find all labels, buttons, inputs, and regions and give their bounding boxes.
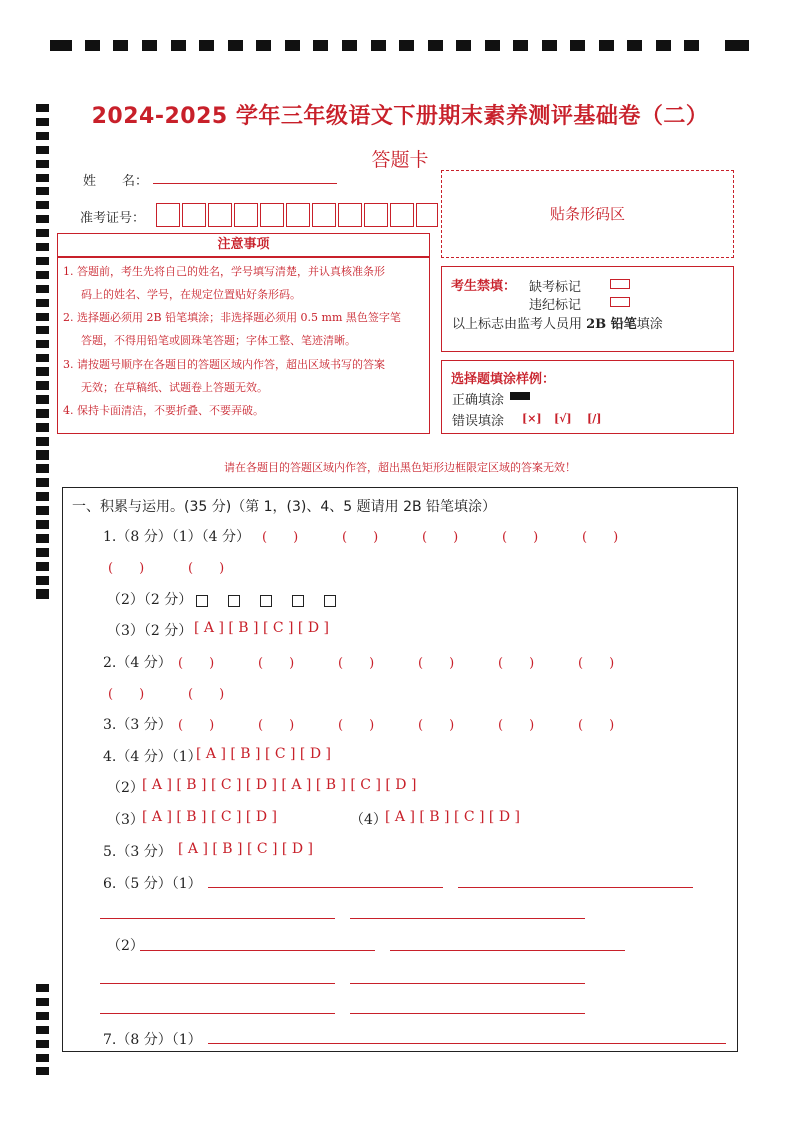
answer-line[interactable] <box>458 887 693 888</box>
timing-mark <box>599 40 614 51</box>
answer-blank[interactable]: ( ) <box>418 656 455 671</box>
wrong-mark: [√] <box>554 412 572 425</box>
answer-blank[interactable]: ( ) <box>578 718 615 733</box>
answer-blank[interactable]: ( ) <box>498 718 535 733</box>
checkbox[interactable] <box>324 595 336 607</box>
timing-mark <box>36 201 49 209</box>
exam-id-cell[interactable] <box>390 203 414 227</box>
q4-1-label: 4.（4 分）（1） <box>103 749 202 765</box>
answer-blank[interactable]: ( ) <box>188 561 225 576</box>
timing-mark <box>36 271 49 279</box>
answer-line[interactable] <box>100 918 335 919</box>
timing-mark <box>36 257 49 265</box>
answer-blank[interactable]: ( ) <box>178 718 215 733</box>
answer-line[interactable] <box>140 950 375 951</box>
answer-blank[interactable]: ( ) <box>178 656 215 671</box>
timing-mark <box>570 40 585 51</box>
answer-line[interactable] <box>100 1013 335 1014</box>
timing-mark <box>36 367 49 375</box>
answer-line[interactable] <box>350 1013 585 1014</box>
timing-mark <box>142 40 157 51</box>
timing-mark <box>36 1067 49 1075</box>
q2-label: 2.（4 分） <box>103 655 172 671</box>
timing-mark <box>656 40 671 51</box>
answer-blank[interactable]: ( ) <box>502 530 539 545</box>
q4-1-options[interactable]: [ A ] [ B ] [ C ] [ D ] <box>196 746 331 762</box>
answer-sheet-subtitle: 答题卡 <box>371 149 429 171</box>
exam-id-cell[interactable] <box>156 203 180 227</box>
timing-mark <box>36 409 49 417</box>
timing-mark <box>36 1040 49 1048</box>
notice-item: 3. 请按题号顺序在各题目的答题区域内作答，超出区域书写的答案 <box>63 358 385 371</box>
q5-options[interactable]: [ A ] [ B ] [ C ] [ D ] <box>178 841 313 857</box>
timing-mark <box>36 423 49 431</box>
q6-2-label: （2） <box>107 938 144 954</box>
timing-mark <box>36 285 49 293</box>
answer-blank[interactable]: ( ) <box>418 718 455 733</box>
timing-mark <box>684 40 699 51</box>
q4-2-options[interactable]: [ A ] [ B ] [ C ] [ D ] [ A ] [ B ] [ C ] [ D ] <box>142 777 417 793</box>
notice-item: 2. 选择题必须用 2B 铅笔填涂；非选择题必须用 0.5 mm 黑色签字笔 <box>63 311 401 324</box>
checkbox[interactable] <box>260 595 272 607</box>
forbidden-note-bold: 2B 铅笔 <box>586 317 637 332</box>
filled-mark-sample <box>510 392 530 400</box>
timing-mark <box>36 243 49 251</box>
timing-mark <box>50 40 72 51</box>
timing-mark <box>36 1026 49 1034</box>
timing-mark <box>485 40 500 51</box>
timing-mark <box>36 395 49 403</box>
notice-item: 1. 答题前，考生先将自己的姓名，学号填写清楚，并认真核准条形 <box>63 265 385 278</box>
exam-id-cell[interactable] <box>364 203 388 227</box>
timing-mark <box>36 354 49 362</box>
timing-mark <box>36 215 49 223</box>
name-label: 姓 名： <box>83 174 149 189</box>
absent-mark-label: 缺考标记 <box>529 280 582 295</box>
q4-3-label: （3） <box>107 812 144 828</box>
sample-label: 选择题填涂样例： <box>451 372 556 387</box>
timing-mark <box>36 313 49 321</box>
timing-mark <box>36 450 49 458</box>
area-warning: 请在各题目的答题区域内作答，超出黑色矩形边框限定区域的答案无效！ <box>224 461 576 474</box>
exam-id-label: 准考证号： <box>80 211 146 226</box>
q7-label: 7.（8 分）（1） <box>103 1032 202 1048</box>
timing-mark <box>228 40 243 51</box>
checkbox[interactable] <box>196 595 208 607</box>
checkbox[interactable] <box>228 595 240 607</box>
timing-mark <box>399 40 414 51</box>
forbidden-label: 考生禁填： <box>451 279 517 294</box>
timing-mark <box>725 40 749 51</box>
timing-mark <box>199 40 214 51</box>
exam-id-cell[interactable] <box>208 203 232 227</box>
violation-mark-box[interactable] <box>610 297 630 307</box>
timing-mark <box>313 40 328 51</box>
timing-mark <box>285 40 300 51</box>
timing-mark <box>36 326 49 334</box>
timing-mark <box>36 1012 49 1020</box>
answer-line[interactable] <box>350 983 585 984</box>
timing-mark <box>36 998 49 1006</box>
timing-mark <box>36 589 49 597</box>
wrong-mark: [×] <box>522 412 542 425</box>
wrong-mark: [/] <box>587 412 602 425</box>
forbidden-note-pre: 以上标志由监考人员用 <box>452 317 587 332</box>
q1-part3-label: （3）（2 分） <box>107 623 193 639</box>
answer-line[interactable] <box>208 887 443 888</box>
timing-mark <box>36 492 49 500</box>
exam-id-cell[interactable] <box>234 203 258 227</box>
q1-part1-label: 1.（8 分）（1）（4 分） <box>103 529 250 545</box>
answer-blank[interactable]: ( ) <box>422 530 459 545</box>
notice-item: 答题，不得用铅笔或圆珠笔答题；字体工整、笔迹清晰。 <box>81 334 356 347</box>
timing-mark <box>171 40 186 51</box>
name-field[interactable] <box>153 183 337 184</box>
timing-mark <box>36 506 49 514</box>
sample-wrong-label: 错误填涂 <box>452 414 505 429</box>
timing-mark <box>36 548 49 556</box>
timing-mark <box>36 340 49 348</box>
timing-mark <box>456 40 471 51</box>
answer-blank[interactable]: ( ) <box>338 718 375 733</box>
timing-mark <box>85 40 100 51</box>
timing-mark <box>36 478 49 486</box>
q1-3-options[interactable]: [ A ] [ B ] [ C ] [ D ] <box>194 620 329 636</box>
answer-line[interactable] <box>100 983 335 984</box>
exam-id-cell[interactable] <box>182 203 206 227</box>
timing-mark <box>428 40 443 51</box>
exam-id-cell[interactable] <box>338 203 362 227</box>
notice-header-box <box>57 233 430 257</box>
section-title: 一、积累与运用。(35 分)（第 1，(3)、4、5 题请用 2B 铅笔填涂） <box>72 499 497 515</box>
timing-mark <box>513 40 528 51</box>
barcode-area <box>441 170 734 258</box>
timing-mark <box>113 40 128 51</box>
timing-mark <box>36 229 49 237</box>
timing-mark <box>342 40 357 51</box>
answer-line[interactable] <box>390 950 625 951</box>
timing-mark <box>256 40 271 51</box>
timing-mark <box>36 1054 49 1062</box>
notice-item: 码上的姓名、学号，在规定位置贴好条形码。 <box>81 288 301 301</box>
checkbox[interactable] <box>292 595 304 607</box>
timing-mark <box>36 520 49 528</box>
answer-blank[interactable]: ( ) <box>578 656 615 671</box>
answer-frame <box>62 487 738 1052</box>
answer-blank[interactable]: ( ) <box>262 530 299 545</box>
timing-mark <box>36 534 49 542</box>
answer-blank[interactable]: ( ) <box>498 656 535 671</box>
timing-mark <box>36 437 49 445</box>
exam-title: 2024-2025 学年三年级语文下册期末素养测评基础卷（二） <box>91 104 709 129</box>
exam-id-cell[interactable] <box>416 203 438 227</box>
notice-item: 无效；在草稿纸、试题卷上答题无效。 <box>81 381 268 394</box>
notice-item: 4. 保持卡面清洁，不要折叠、不要弄破。 <box>63 404 264 417</box>
sample-correct-label: 正确填涂 <box>452 393 505 408</box>
timing-mark <box>36 576 49 584</box>
barcode-area-label: 贴条形码区 <box>549 205 625 223</box>
q4-2-label: （2） <box>107 780 144 796</box>
timing-mark <box>627 40 642 51</box>
answer-blank[interactable]: ( ) <box>338 656 375 671</box>
answer-line[interactable] <box>208 1043 726 1044</box>
answer-blank[interactable]: ( ) <box>188 687 225 702</box>
answer-blank[interactable]: ( ) <box>108 687 145 702</box>
q4-3-options[interactable]: [ A ] [ B ] [ C ] [ D ] <box>142 809 277 825</box>
exam-id-cell[interactable] <box>260 203 284 227</box>
violation-mark-label: 违纪标记 <box>529 298 582 313</box>
timing-mark <box>36 174 49 182</box>
exam-id-cell[interactable] <box>286 203 310 227</box>
timing-mark <box>36 299 49 307</box>
timing-mark <box>36 132 49 140</box>
notice-header: 注意事项 <box>217 237 270 252</box>
q5-label: 5.（3 分） <box>103 844 172 860</box>
timing-mark <box>371 40 386 51</box>
timing-mark <box>36 187 49 195</box>
answer-blank[interactable]: ( ) <box>582 530 619 545</box>
answer-blank[interactable]: ( ) <box>258 656 295 671</box>
answer-blank[interactable]: ( ) <box>258 718 295 733</box>
timing-mark <box>542 40 557 51</box>
q1-part2-label: （2）（2 分） <box>107 592 193 608</box>
exam-id-cell[interactable] <box>312 203 336 227</box>
answer-blank[interactable]: ( ) <box>342 530 379 545</box>
absent-mark-box[interactable] <box>610 279 630 289</box>
timing-mark <box>36 562 49 570</box>
q4-4-label: （4） <box>350 812 387 828</box>
answer-line[interactable] <box>350 918 585 919</box>
q4-4-options[interactable]: [ A ] [ B ] [ C ] [ D ] <box>385 809 520 825</box>
forbidden-note-post: 填涂 <box>636 317 663 332</box>
timing-mark <box>36 984 49 992</box>
checkbox-group <box>196 591 356 610</box>
timing-mark <box>36 381 49 389</box>
q3-label: 3.（3 分） <box>103 717 172 733</box>
answer-blank[interactable]: ( ) <box>108 561 145 576</box>
q6-1-label: 6.（5 分）（1） <box>103 876 202 892</box>
